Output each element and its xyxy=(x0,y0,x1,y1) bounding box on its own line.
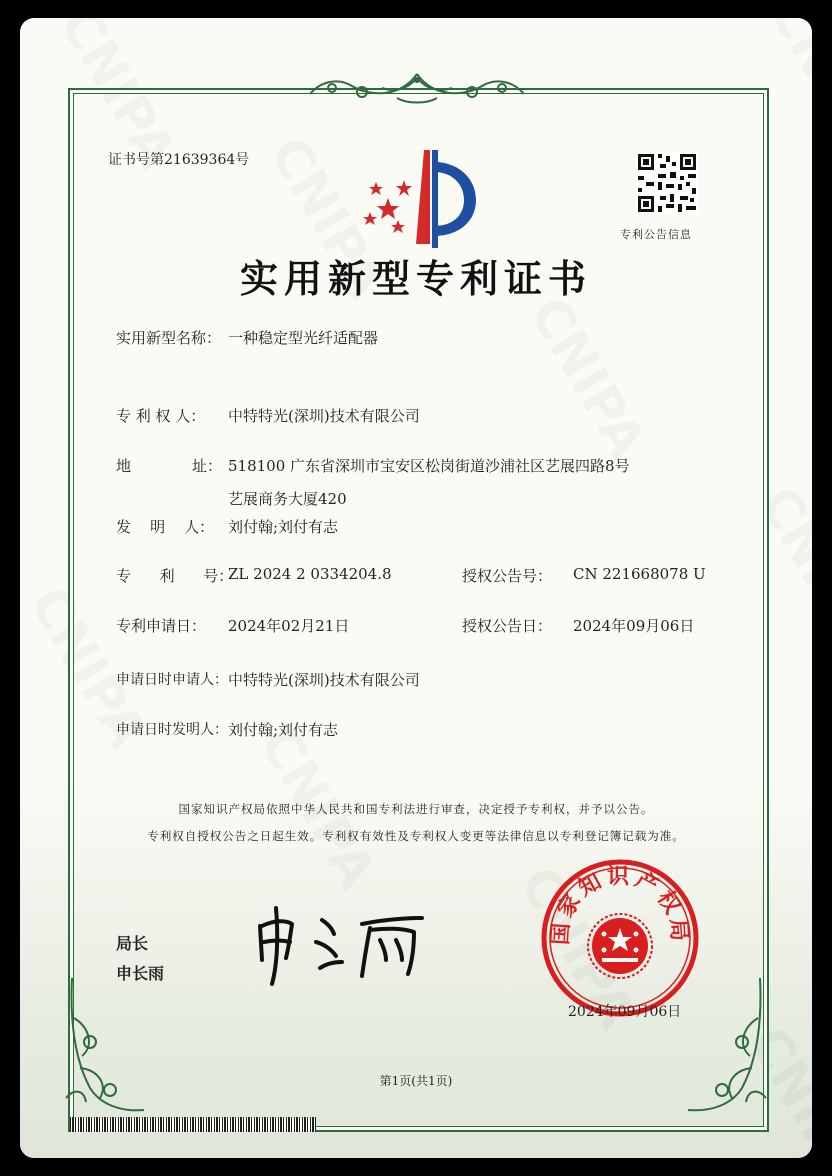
utility-model-name-label: 实用新型名称： xyxy=(116,329,222,347)
publication-number-value: CN 221668078 U xyxy=(573,565,706,583)
patent-number-value: ZL 2024 2 0334204.8 xyxy=(228,565,392,583)
publication-number-label: 授权公告号： xyxy=(462,567,553,585)
address-line-2: 艺展商务大厦420 xyxy=(228,490,347,508)
inventor-label: 发 明 人： xyxy=(116,518,215,536)
utility-model-name-value: 一种稳定型光纤适配器 xyxy=(228,329,379,347)
barcode-icon xyxy=(70,1117,316,1132)
inventor-value: 刘付翰;刘付有志 xyxy=(228,518,339,536)
notice-line-2: 专利权自授权公告之日起生效。专利权有效性及专利权人变更等法律信息以专利登记簿记载为准。 xyxy=(147,829,685,843)
qr-code-icon xyxy=(636,152,698,214)
inventor-at-filing-value: 刘付翰;刘付有志 xyxy=(228,721,339,739)
certificate-number: 证书号第21639364号 xyxy=(108,152,250,168)
patent-number-label: 专 利 号： xyxy=(116,567,234,585)
publication-date-value: 2024年09月06日 xyxy=(573,617,695,635)
publication-date-label: 授权公告日： xyxy=(462,617,553,635)
patentee-value: 中特特光(深圳)技术有限公司 xyxy=(228,407,420,425)
corner-ornament-left-icon xyxy=(60,978,150,1118)
signer-name: 申长雨 xyxy=(116,964,165,983)
qr-caption: 专利公告信息 xyxy=(620,228,692,241)
inventor-at-filing-label: 申请日时发明人： xyxy=(116,722,228,738)
cnipa-logo-icon xyxy=(358,144,482,254)
signature-icon xyxy=(252,898,442,988)
patentee-label: 专 利 权 人： xyxy=(116,407,206,425)
notice-line-1: 国家知识产权局依照中华人民共和国专利法进行审查，决定授予专利权，并予以公告。 xyxy=(178,802,654,816)
top-ornament-icon xyxy=(302,68,532,108)
seal-date: 2024年09月06日 xyxy=(568,1004,682,1020)
svg-text:国家知识产权局: 国家知识产权局 xyxy=(548,864,692,946)
address-line-1: 518100 广东省深圳市宝安区松岗街道沙浦社区艺展四路8号 xyxy=(228,457,630,475)
official-seal-icon xyxy=(540,858,700,1018)
page-info: 第1页(共1页) xyxy=(379,1074,453,1088)
application-date-label: 专利申请日： xyxy=(116,617,207,635)
address-label-end: 址： xyxy=(192,457,223,475)
applicant-at-filing-label: 申请日时申请人： xyxy=(116,672,228,688)
certificate-paper xyxy=(20,18,812,1158)
signer-title: 局长 xyxy=(116,934,149,953)
applicant-at-filing-value: 中特特光(深圳)技术有限公司 xyxy=(228,671,420,689)
certificate-title: 实用新型专利证书 xyxy=(239,256,592,301)
address-label-start: 地 xyxy=(116,457,132,475)
application-date-value: 2024年02月21日 xyxy=(228,617,350,635)
